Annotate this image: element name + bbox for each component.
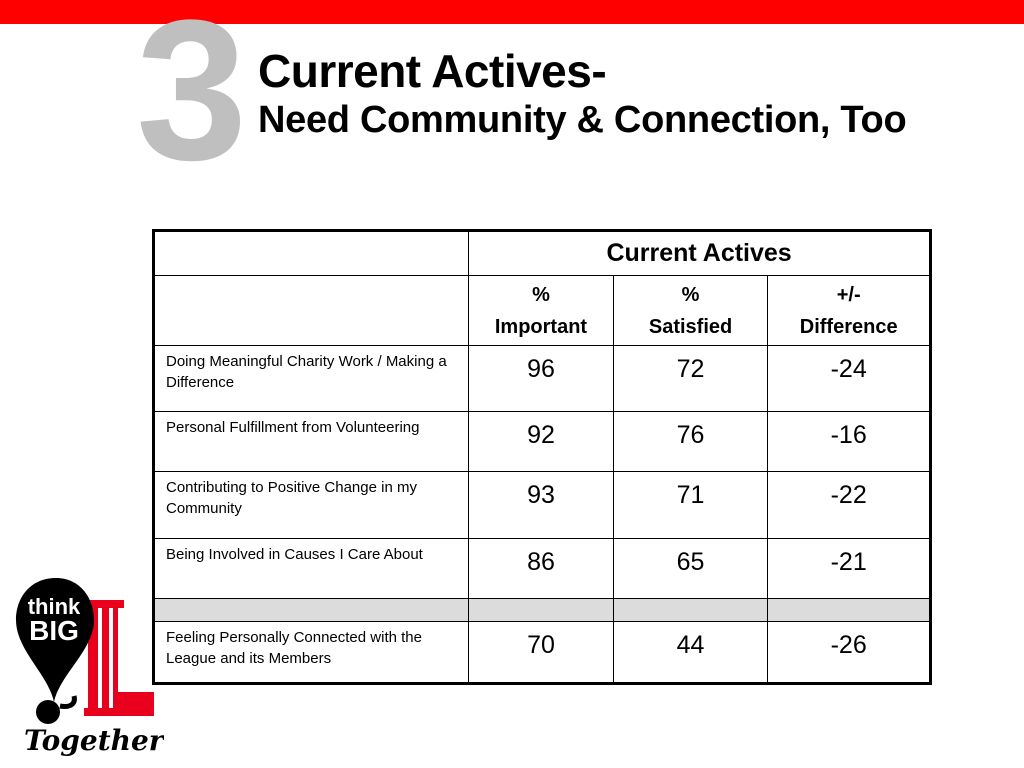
difference-value: -24: [768, 346, 931, 412]
important-value: 96: [469, 346, 614, 412]
table-group-header-row: [154, 231, 931, 276]
table-row: [154, 472, 931, 539]
logo-text-big: BIG: [29, 615, 79, 646]
pillar-foot: [84, 708, 154, 716]
satisfied-value: 72: [613, 346, 768, 412]
column-header-important: [469, 276, 614, 346]
spacer-cell: [768, 599, 931, 622]
think-big-together-logo: [14, 574, 164, 764]
column-header-satisfied: [613, 276, 768, 346]
column-header-line-2: Difference: [799, 315, 898, 338]
difference-value: -22: [768, 472, 931, 539]
column-header-line-1: +/-: [836, 283, 861, 306]
pillar-bar: [113, 606, 118, 710]
table-row: [154, 622, 931, 684]
important-value: 92: [469, 412, 614, 472]
difference-value: -16: [768, 412, 931, 472]
row-label: Contributing to Positive Change in my Community: [154, 472, 469, 539]
spacer-cell: [154, 599, 469, 622]
table-row: [154, 539, 931, 599]
spacer-cell: [469, 599, 614, 622]
logo-text-think: think: [27, 594, 81, 619]
column-header-difference: [768, 276, 931, 346]
table-row: [154, 346, 931, 412]
important-value: 70: [469, 622, 614, 684]
survey-results-table: [152, 229, 932, 685]
row-label: Being Involved in Causes I Care About: [154, 539, 469, 599]
spacer-row: [154, 599, 931, 622]
difference-value: -26: [768, 622, 931, 684]
empty-label-header-cell: [154, 276, 469, 346]
column-header-line-2: Satisfied: [648, 315, 733, 338]
satisfied-value: 65: [613, 539, 768, 599]
slide-title: [258, 44, 906, 142]
important-value: 93: [469, 472, 614, 539]
pin-swirl: [60, 696, 74, 707]
row-label: Doing Meaningful Charity Work / Making a Difference: [154, 346, 469, 412]
table-row: [154, 412, 931, 472]
empty-corner-cell: [154, 231, 469, 276]
satisfied-value: 76: [613, 412, 768, 472]
difference-value: -21: [768, 539, 931, 599]
pin-dot: [36, 700, 60, 724]
row-label: Personal Fulfillment from Volunteering: [154, 412, 469, 472]
spacer-cell: [613, 599, 768, 622]
row-label: Feeling Personally Connected with the League and its Members: [154, 622, 469, 684]
column-header-line-1: %: [681, 283, 700, 306]
title-line-1: Current Actives-: [258, 45, 607, 97]
slide-number: 3: [136, 0, 242, 202]
title-line-2: Need Community & Connection, Too: [258, 99, 907, 141]
column-header-line-1: %: [532, 283, 550, 306]
logo-tagline: Together: [24, 724, 164, 757]
table-column-header-row: [154, 276, 931, 346]
pillar-bar: [102, 606, 109, 710]
satisfied-value: 44: [613, 622, 768, 684]
column-header-line-2: Important: [494, 315, 588, 338]
satisfied-value: 71: [613, 472, 768, 539]
group-header-current-actives: Current Actives: [469, 231, 931, 276]
important-value: 86: [469, 539, 614, 599]
